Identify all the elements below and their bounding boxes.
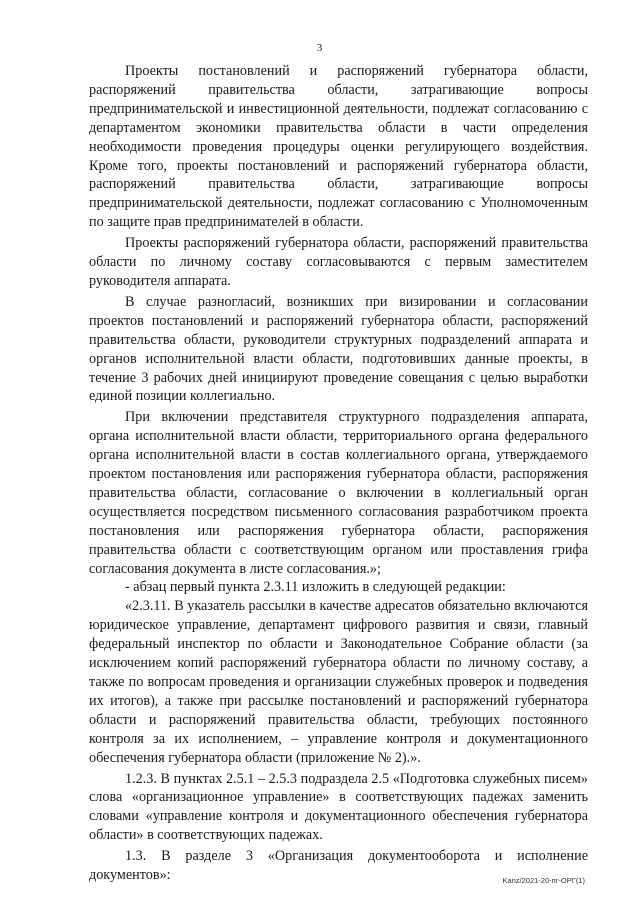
page-number: 3 [316, 42, 323, 54]
paragraph: Проекты постановлений и распоряжений губернатора области, распоряжений правительства области, затрагивающие вопросы предпринимательской и инвестиционной деятельности, подлежат согласованию с департаментом экономики правительства области в части определения необходимости проведения процедуры оценки регулирующего воздействия. Кроме того, проекты постановлений и распоряжений губернатора области, распоряжений правительства области, затрагивающие вопросы предпринимательской деятельности, подлежат согласованию с Уполномоченным по защите прав предпринимателей в области. [89, 63, 588, 231]
paragraph: 1.3. В разделе 3 «Организация документооборота и исполнение документов»: [89, 848, 588, 884]
paragraph: В случае разногласий, возникших при визировании и согласовании проектов постановлений и распоряжений губернатора области, распоряжений правительства области, руководители структурных подразделений аппарата и органов исполнительной власти области, подготовивших данные проекты, в течение 3 рабочих дней инициируют проведение совещания с целью выработки единой позиции коллегиально. [89, 293, 588, 405]
document-body [89, 62, 588, 885]
document-code: Kanz/2021-20-пг-ОРГ(1) [502, 876, 585, 885]
paragraph: «2.3.11. В указатель рассылки в качестве адресатов обязательно включаются юридическое управление, департамент цифрового развития и связи, главный федеральный инспектор по области и Законодательное Собрание области (за исключением копий распоряжений губернатора области по личному составу, а также по вопросам проведения и организации служебных проверок и подведения их итогов), а также при рассылке постановлений и распоряжений губернатора области и распоряжений правительства области, требующих постоянного контроля за их исполнением, – управление контроля и документационного обеспечения губернатора области (приложение № 2).». [89, 598, 588, 766]
paragraph: Проекты распоряжений губернатора области, распоряжений правительства области по личному составу согласовываются с первым заместителем руководителя аппарата. [89, 235, 588, 289]
paragraph: 1.2.3. В пунктах 2.5.1 – 2.5.3 подраздела 2.5 «Подготовка служебных писем» слова «организационное управление» в соответствующих падежах заменить словами «управление контроля и документационного обеспечения губернатора области» в соответствующих падежах. [89, 770, 588, 844]
paragraph: - абзац первый пункта 2.3.11 изложить в следующей редакции: [125, 579, 506, 596]
paragraph: При включении представителя структурного подразделения аппарата, органа исполнительной власти области, территориального органа федерального органа исполнительной власти в состав коллегиального органа, утверждаемого проектом постановления или распоряжения губернатора области, распоряжения правительства области, согласование о включении в коллегиальный орган осуществляется посредством письменного согласования разработчиком проекта постановления или распоряжения губернатора области, распоряжения правительства области с соответствующим органом или проставления грифа согласования документа в листе согласования.»; [89, 409, 588, 577]
